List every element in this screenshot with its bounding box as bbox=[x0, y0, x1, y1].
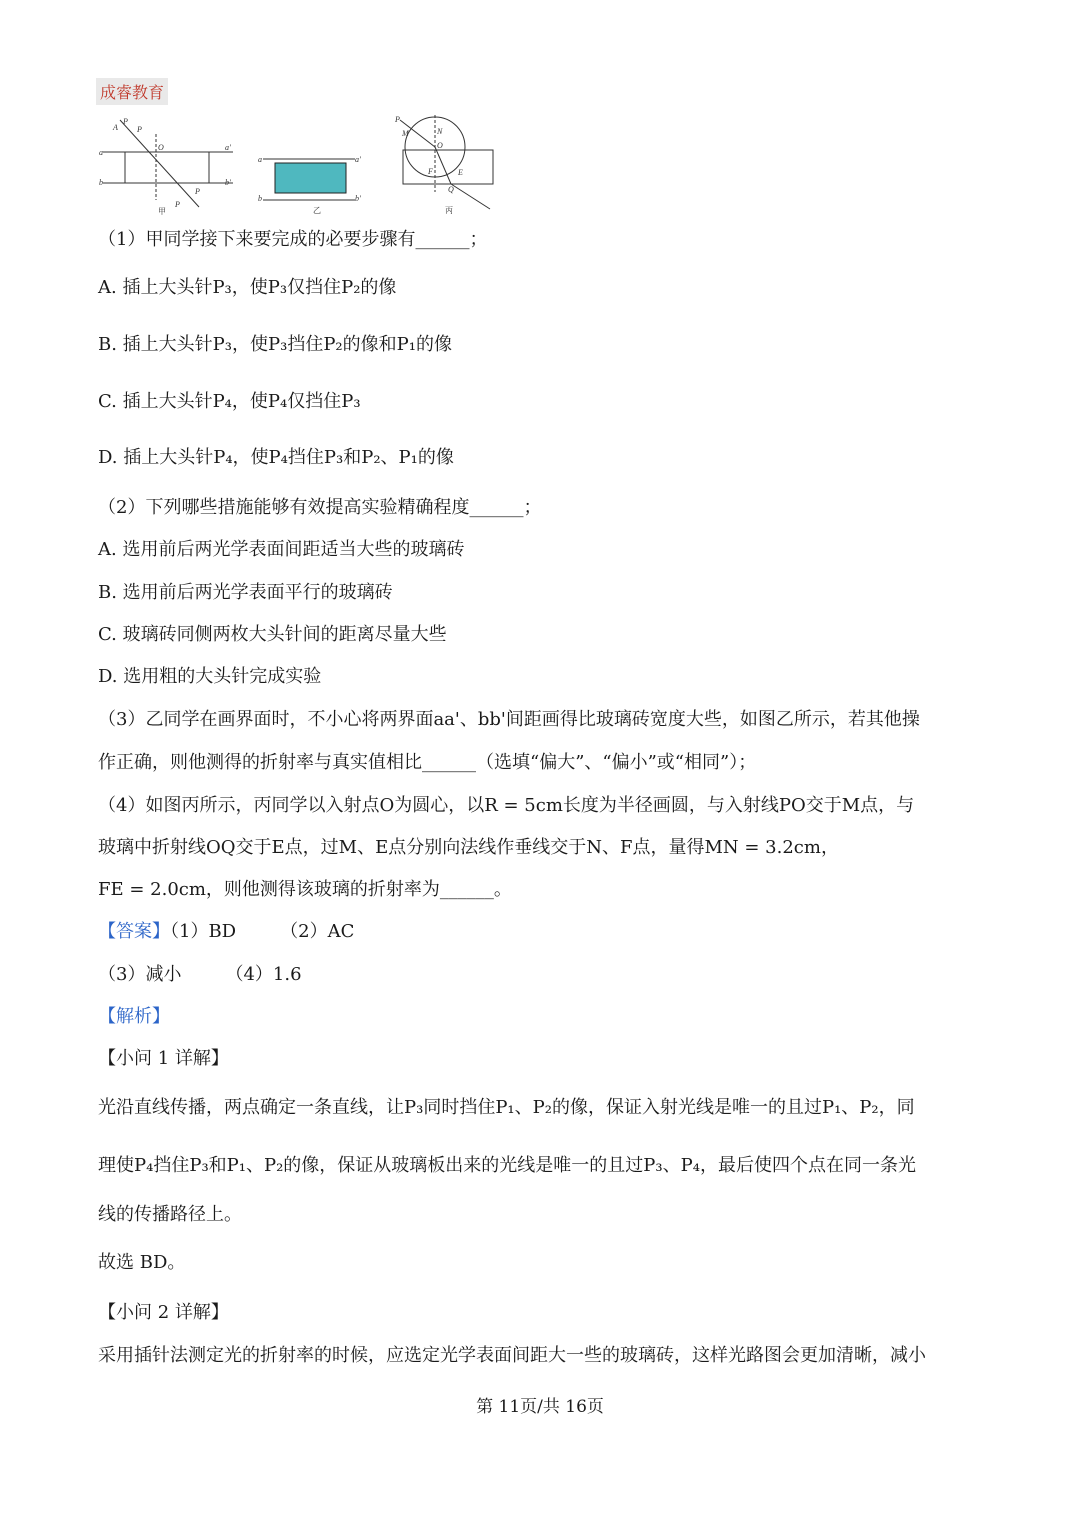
q3-line1: （3）乙同学在画界面时，不小心将两界面aa'、bb'间距画得比玻璃砖宽度大些，如图乙所示，若其他操 bbox=[98, 709, 920, 730]
svg-text:E: E bbox=[458, 168, 463, 177]
analysis-tag: 【解析】 bbox=[98, 1006, 170, 1027]
q1-prompt: （1）甲同学接下来要完成的必要步骤有______； bbox=[98, 229, 488, 250]
figure-a bbox=[103, 120, 233, 207]
section-1-title: 【小问 1 详解】 bbox=[98, 1048, 229, 1069]
answer-1: （1）BD bbox=[170, 921, 237, 942]
answer-row-2 bbox=[98, 963, 302, 987]
svg-text:O: O bbox=[158, 143, 164, 152]
q4-line3: FE = 2.0cm，则他测得该玻璃的折射率为______。 bbox=[98, 879, 512, 900]
page-footer: 第 11页/共 16页 bbox=[476, 1397, 604, 1417]
svg-text:Q: Q bbox=[448, 185, 454, 194]
q4-line2: 玻璃中折射线OQ交于E点，过M、E点分别向法线作垂线交于N、F点，量得MN = 3.2cm， bbox=[98, 837, 839, 858]
svg-text:O: O bbox=[437, 141, 443, 150]
figure-c-label: 丙 bbox=[445, 206, 453, 215]
section-1-para-2: 理使P₄挡住P₃和P₁、P₂的像，保证从玻璃板出来的光线是唯一的且过P₃、P₄，最后使四个点在同一条光 bbox=[98, 1155, 916, 1176]
svg-text:A: A bbox=[113, 123, 118, 132]
figure-b bbox=[263, 159, 355, 200]
q2-option-b: B. 选用前后两光学表面平行的玻璃砖 bbox=[98, 582, 393, 603]
answer-tag: 【答案】 bbox=[98, 921, 170, 942]
svg-text:M: M bbox=[402, 129, 409, 138]
q1-option-b: B. 插上大头针P₃，使P₃挡住P₂的像和P₁的像 bbox=[98, 334, 452, 355]
svg-text:b': b' bbox=[355, 194, 361, 203]
svg-text:b': b' bbox=[225, 178, 231, 187]
svg-text:P: P bbox=[123, 117, 128, 126]
svg-text:P: P bbox=[137, 125, 142, 134]
experiment-figures bbox=[95, 112, 515, 216]
section-2-para-1: 采用插针法测定光的折射率的时候，应选定光学表面间距大一些的玻璃砖，这样光路图会更加清晰，减小 bbox=[98, 1345, 926, 1366]
svg-text:P: P bbox=[175, 200, 180, 209]
svg-text:F: F bbox=[428, 167, 433, 176]
figure-b-label: 乙 bbox=[313, 206, 321, 215]
q4-line1: （4）如图丙所示，丙同学以入射点O为圆心，以R = 5cm长度为半径画圆，与入射线PO交于M点，与 bbox=[98, 795, 915, 816]
q2-option-a: A. 选用前后两光学表面间距适当大些的玻璃砖 bbox=[98, 539, 465, 560]
svg-text:a': a' bbox=[355, 155, 361, 164]
q2-prompt: （2）下列哪些措施能够有效提高实验精确程度______； bbox=[98, 497, 542, 518]
figure-a-label: 甲 bbox=[158, 207, 166, 216]
svg-text:b: b bbox=[99, 178, 103, 187]
answer-row-1 bbox=[98, 920, 354, 944]
q1-option-c: C. 插上大头针P₄，使P₄仅挡住P₃ bbox=[98, 391, 361, 412]
figure-c bbox=[400, 115, 493, 209]
section-2-title: 【小问 2 详解】 bbox=[98, 1302, 229, 1323]
q2-option-d: D. 选用粗的大头针完成实验 bbox=[98, 666, 322, 687]
answer-2: （2）AC bbox=[280, 921, 355, 942]
svg-text:a: a bbox=[99, 148, 103, 157]
brand-label: 成睿教育 bbox=[96, 78, 168, 105]
q2-option-c: C. 玻璃砖同侧两枚大头针间的距离尽量大些 bbox=[98, 624, 447, 645]
svg-text:b: b bbox=[258, 194, 262, 203]
answer-3: （3）减小 bbox=[98, 964, 182, 985]
q3-line2: 作正确，则他测得的折射率与真实值相比______（选填“偏大”、“偏小”或“相同”）； bbox=[98, 752, 757, 773]
svg-text:P: P bbox=[195, 187, 200, 196]
svg-text:P: P bbox=[395, 115, 400, 124]
svg-text:a': a' bbox=[225, 143, 231, 152]
svg-text:N: N bbox=[437, 127, 443, 136]
answer-4: （4）1.6 bbox=[225, 964, 302, 985]
svg-text:a: a bbox=[258, 155, 262, 164]
section-1-conclusion: 故选 BD。 bbox=[98, 1252, 186, 1273]
q1-option-a: A. 插上大头针P₃，使P₃仅挡住P₂的像 bbox=[98, 277, 397, 298]
q1-option-d: D. 插上大头针P₄，使P₄挡住P₃和P₂、P₁的像 bbox=[98, 447, 454, 468]
section-1-para-3: 线的传播路径上。 bbox=[98, 1204, 242, 1225]
section-1-para-1: 光沿直线传播，两点确定一条直线，让P₃同时挡住P₁、P₂的像，保证入射光线是唯一的且过P₁、P₂，同 bbox=[98, 1097, 915, 1118]
